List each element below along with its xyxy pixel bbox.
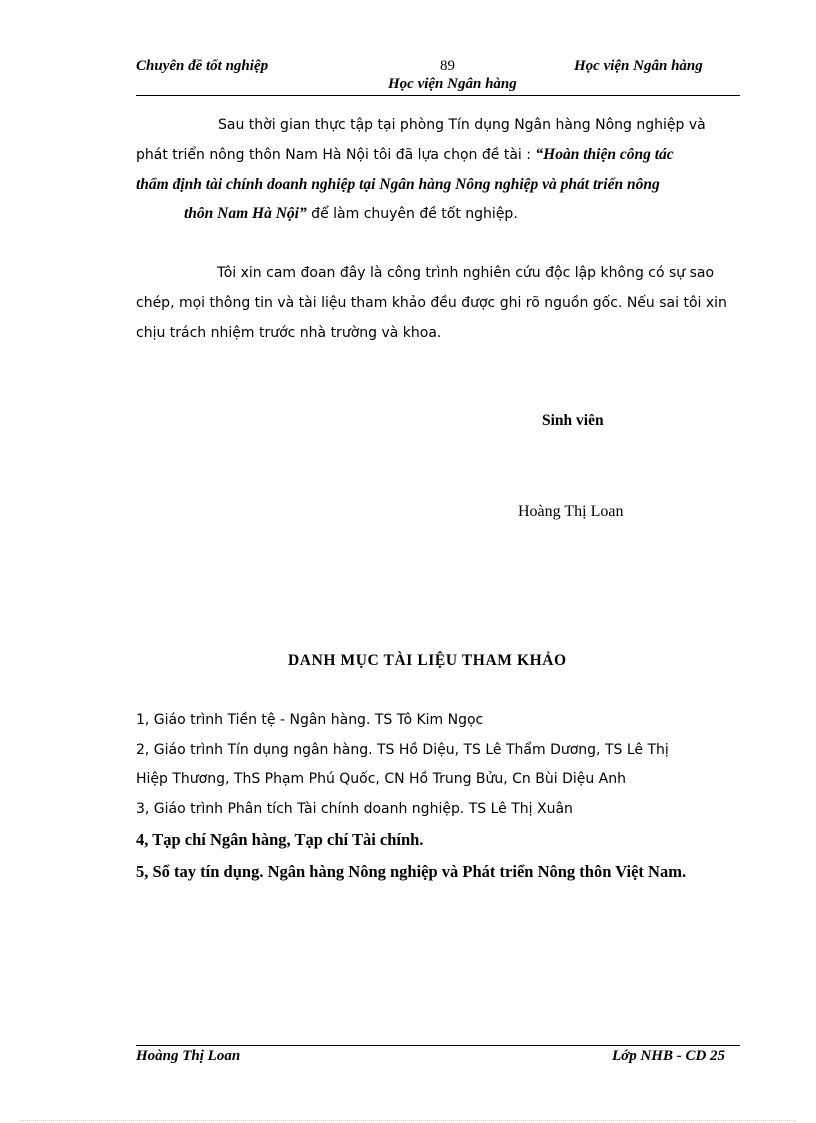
intro-line-4-text: để làm chuyên đề tốt nghiệp. xyxy=(306,206,518,222)
reference-item-3: 3, Giáo trình Phân tích Tài chính doanh nghiệp. TS Lê Thị Xuân xyxy=(136,801,573,817)
header-institution-sub: Học viện Ngân hàng xyxy=(388,76,517,92)
footer-divider xyxy=(136,1045,740,1046)
thesis-title-end: thôn Nam Hà Nội” xyxy=(184,205,307,222)
reference-item-1: 1, Giáo trình Tiền tệ - Ngân hàng. TS Tô Kim Ngọc xyxy=(136,712,484,728)
footer-author: Hoàng Thị Loan xyxy=(136,1048,241,1064)
declaration-line-1: Tôi xin cam đoan đây là công trình nghiên cứu độc lập không có sự sao xyxy=(217,265,715,281)
reference-item-5: 5, Sổ tay tín dụng. Ngân hàng Nông nghiệp và Phát triển Nông thôn Việt Nam. xyxy=(136,862,687,881)
thesis-title-start: “Hoàn thiện công tác xyxy=(535,146,674,163)
references-title: DANH MỤC TÀI LIỆU THAM KHẢO xyxy=(288,652,567,669)
header-institution: Học viện Ngân hàng xyxy=(574,58,703,74)
declaration-line-2: chép, mọi thông tin và tài liệu tham khảo đều được ghi rõ nguồn gốc. Nếu sai tôi xin xyxy=(136,295,727,311)
reference-item-2: 2, Giáo trình Tín dụng ngân hàng. TS Hồ Diệu, TS Lê Thẩm Dương, TS Lê Thị xyxy=(136,742,669,758)
intro-line-1: Sau thời gian thực tập tại phòng Tín dụng Ngân hàng Nông nghiệp và xyxy=(218,117,706,133)
footer-class: Lớp NHB - CD 25 xyxy=(612,1048,726,1064)
header-title: Chuyên đề tốt nghiệp xyxy=(136,58,269,74)
intro-line-2-text: phát triển nông thôn Nam Hà Nội tôi đã lựa chọn đề tài : xyxy=(136,147,536,163)
reference-item-4: 4, Tạp chí Ngân hàng, Tạp chí Tài chính. xyxy=(136,830,424,849)
page-edge xyxy=(20,1120,796,1121)
signature-label: Sinh viên xyxy=(542,412,604,429)
intro-line-2 xyxy=(136,140,674,170)
intro-line-4 xyxy=(184,199,518,229)
intro-line-3 xyxy=(136,170,660,200)
signature-name: Hoàng Thị Loan xyxy=(518,503,624,520)
reference-item-2-continued: Hiệp Thương, ThS Phạm Phú Quốc, CN Hồ Trung Bửu, Cn Bùi Diệu Anh xyxy=(136,771,626,787)
page-number: 89 xyxy=(440,58,455,74)
thesis-title-middle: thẩm định tài chính doanh nghiệp tại Ngân hàng Nông nghiệp và phát triển nông xyxy=(136,176,660,193)
header-divider xyxy=(136,95,740,96)
declaration-line-3: chịu trách nhiệm trước nhà trường và khoa. xyxy=(136,325,442,341)
